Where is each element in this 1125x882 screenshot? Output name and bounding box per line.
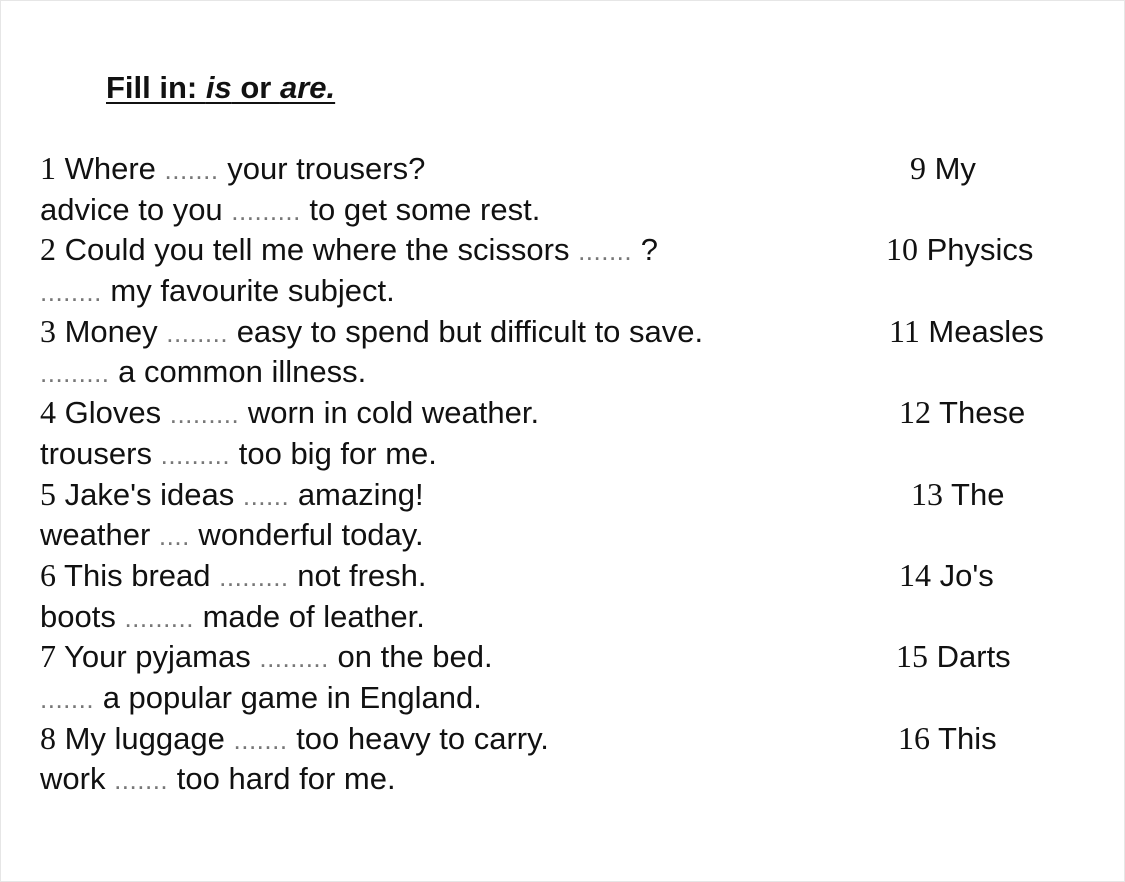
right-item — [910, 148, 976, 190]
text-after: made of leather. — [193, 598, 425, 634]
exercise-line — [40, 555, 1100, 596]
text-after: too big for me. — [230, 435, 437, 471]
text-before: Money — [56, 313, 167, 349]
right-item-text: My — [926, 151, 976, 186]
blank-dots: ....... — [578, 236, 633, 267]
text-before: Where — [56, 151, 165, 186]
text-after: not fresh. — [288, 557, 427, 593]
text-before: Gloves — [56, 395, 170, 431]
item-number: 8 — [40, 719, 56, 756]
text-before: My luggage — [56, 720, 234, 756]
right-item — [899, 555, 994, 597]
text-after: ? — [632, 232, 658, 268]
right-item-text: Physics — [918, 232, 1034, 268]
text-after: a popular game in England. — [94, 679, 482, 715]
right-item-number: 10 — [886, 231, 918, 268]
right-item-number: 13 — [911, 475, 943, 512]
exercise-line — [40, 270, 1100, 311]
right-item — [896, 636, 1011, 678]
text-before: Your pyjamas — [56, 639, 260, 675]
exercise-line — [40, 677, 1100, 718]
text-after: amazing! — [289, 476, 424, 512]
text-before: boots — [40, 598, 125, 634]
text-after: too heavy to carry. — [287, 720, 549, 756]
right-item-number: 16 — [898, 719, 930, 756]
item-number: 1 — [40, 150, 56, 186]
blank-dots: ....... — [114, 765, 169, 796]
exercise-line — [40, 514, 1100, 555]
right-item-number: 9 — [910, 150, 926, 186]
exercise-line — [40, 148, 1100, 189]
blank-dots: ........ — [40, 277, 102, 308]
exercise-line — [40, 311, 1100, 352]
right-item — [889, 311, 1044, 353]
right-item-number: 11 — [889, 312, 920, 349]
item-number: 6 — [40, 556, 56, 593]
page-title — [106, 70, 335, 106]
blank-dots: .... — [158, 521, 190, 552]
exercise-line — [40, 433, 1100, 474]
exercise-line — [40, 596, 1100, 637]
text-after: on the bed. — [328, 639, 493, 675]
text-before: This bread — [56, 557, 220, 593]
right-item — [898, 718, 997, 760]
right-item-text: The — [943, 476, 1005, 512]
title-word-are: are. — [279, 70, 336, 105]
title-middle: or — [231, 70, 280, 105]
blank-dots: ......... — [160, 439, 231, 470]
item-number: 7 — [40, 638, 56, 675]
text-before: Jake's ideas — [56, 476, 243, 512]
blank-dots: ....... — [164, 155, 219, 185]
item-number: 2 — [40, 231, 56, 268]
right-item-number: 12 — [899, 394, 931, 431]
exercise-line — [40, 474, 1100, 515]
text-after: your trousers? — [218, 151, 426, 186]
text-after: too hard for me. — [168, 761, 396, 797]
text-before: trousers — [40, 435, 161, 471]
item-number: 4 — [40, 394, 56, 431]
text-before: work — [40, 761, 115, 797]
title-prefix: Fill in: — [106, 70, 206, 105]
exercise-line — [40, 758, 1100, 799]
text-before: Could you tell me where the scissors — [56, 232, 579, 268]
blank-dots: ...... — [242, 480, 290, 511]
text-after: to get some rest. — [300, 191, 541, 227]
right-item-text: Darts — [928, 639, 1011, 675]
blank-dots: ....... — [233, 724, 288, 755]
blank-dots: ......... — [169, 399, 240, 430]
blank-dots: ......... — [231, 195, 301, 226]
right-item — [886, 229, 1033, 271]
blank-dots: ......... — [124, 602, 194, 633]
text-before: weather — [40, 517, 159, 553]
right-item-text: Jo's — [931, 557, 994, 593]
right-item-text: Measles — [919, 313, 1044, 349]
blank-dots: ......... — [259, 643, 329, 674]
exercise-line — [40, 351, 1100, 392]
exercise-line — [40, 718, 1100, 759]
blank-dots: ......... — [40, 358, 110, 389]
item-number: 3 — [40, 312, 56, 349]
exercise-line — [40, 189, 1100, 230]
right-item-text: These — [931, 395, 1026, 431]
right-item — [911, 474, 1004, 516]
title-word-is: is — [205, 70, 232, 105]
blank-dots: ........ — [166, 317, 229, 348]
text-after: my favourite subject. — [101, 273, 395, 309]
blank-dots: ....... — [40, 683, 95, 714]
item-number: 5 — [40, 475, 56, 512]
right-item — [899, 392, 1025, 434]
right-item-number: 14 — [899, 556, 931, 593]
text-after: a common illness. — [109, 354, 367, 390]
exercise-line — [40, 392, 1100, 433]
right-item-text: This — [930, 720, 997, 756]
text-after: easy to spend but difficult to save. — [228, 313, 704, 349]
text-after: worn in cold weather. — [239, 395, 540, 431]
blank-dots: ......... — [219, 561, 289, 592]
text-before: advice to you — [40, 191, 232, 227]
exercise-lines — [40, 148, 1100, 799]
exercise-line — [40, 636, 1100, 677]
text-after: wonderful today. — [189, 517, 424, 553]
right-item-number: 15 — [896, 638, 928, 675]
exercise-line — [40, 229, 1100, 270]
